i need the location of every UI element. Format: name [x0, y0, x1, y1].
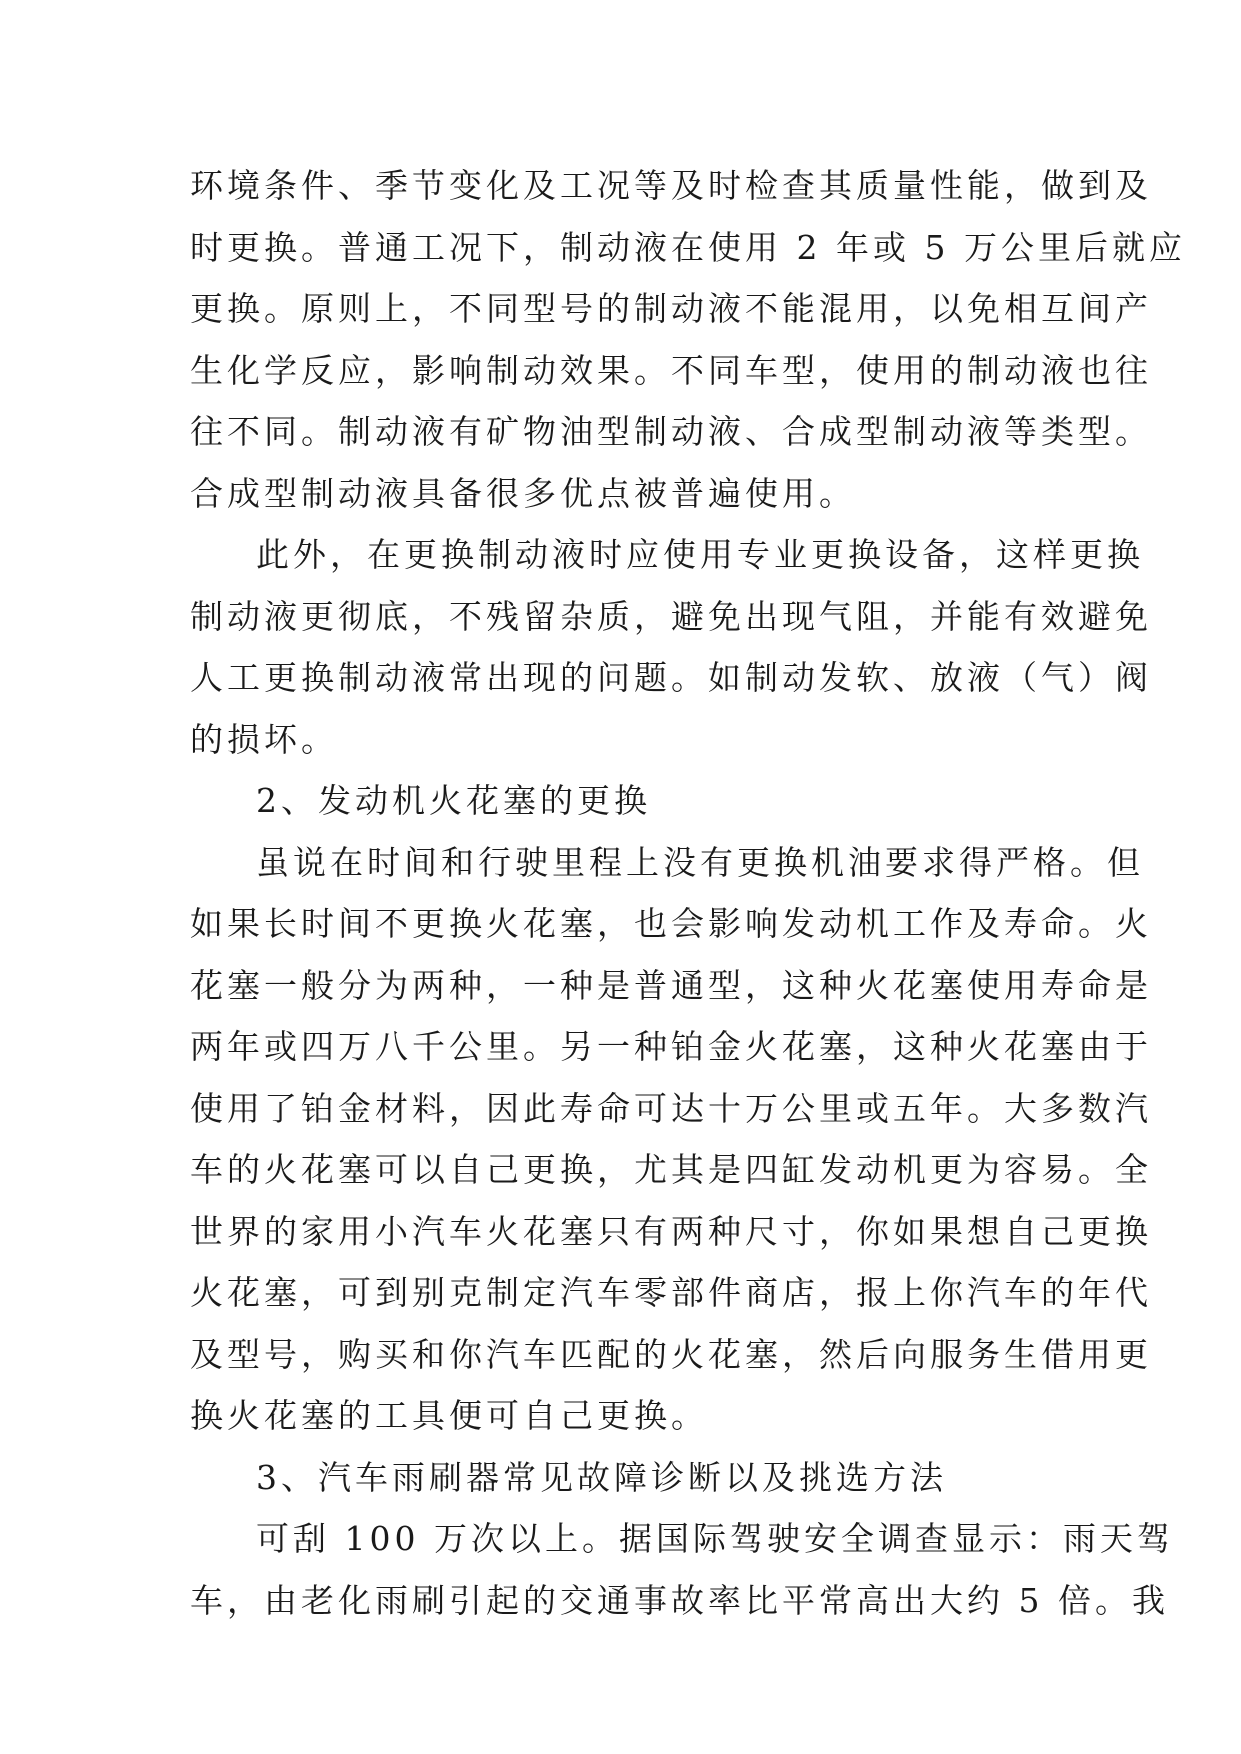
- text-line: 此外，在更换制动液时应使用专业更换设备，这样更换: [256, 535, 1144, 574]
- text-line: 火花塞，可到别克制定汽车零部件商店，报上你汽车的年代: [190, 1273, 1152, 1312]
- text-line: 使用了铂金材料，因此寿命可达十万公里或五年。大多数汽: [190, 1088, 1152, 1128]
- text-line: 及型号，购买和你汽车匹配的火花塞，然后向服务生借用更: [190, 1334, 1152, 1374]
- text-line: 的损坏。: [190, 719, 338, 759]
- section-heading: 3、汽车雨刷器常见故障诊断以及挑选方法: [256, 1457, 947, 1497]
- text-line: 合成型制动液具备很多优点被普遍使用。: [190, 473, 856, 513]
- text-line: 时更换。普通工况下，制动液在使用 2 年或 5 万公里后就应: [190, 227, 1186, 267]
- text-line: 两年或四万八千公里。另一种铂金火花塞，这种火花塞由于: [190, 1027, 1152, 1066]
- text-line: 生化学反应，影响制动效果。不同车型，使用的制动液也往: [190, 350, 1152, 390]
- text-line: 可刮 100 万次以上。据国际驾驶安全调查显示：雨天驾: [256, 1519, 1174, 1558]
- text-line: 往不同。制动液有矿物油型制动液、合成型制动液等类型。: [190, 412, 1152, 451]
- text-line: 更换。原则上，不同型号的制动液不能混用，以免相互间产: [190, 289, 1152, 328]
- text-line: 如果长时间不更换火花塞，也会影响发动机工作及寿命。火: [190, 904, 1152, 943]
- text-line: 制动液更彻底，不残留杂质，避免出现气阻，并能有效避免: [190, 596, 1152, 636]
- text-line: 车的火花塞可以自己更换，尤其是四缸发动机更为容易。全: [190, 1150, 1152, 1189]
- text-line: 人工更换制动液常出现的问题。如制动发软、放液（气）阀: [190, 658, 1152, 697]
- text-line: 虽说在时间和行驶里程上没有更换机油要求得严格。但: [256, 842, 1144, 882]
- text-line: 换火花塞的工具便可自己更换。: [190, 1396, 708, 1435]
- text-line: 花塞一般分为两种，一种是普通型，这种火花塞使用寿命是: [190, 965, 1152, 1005]
- document-body: [190, 155, 1186, 1631]
- section-heading: 2、发动机火花塞的更换: [256, 781, 651, 820]
- text-line: 环境条件、季节变化及工况等及时检查其质量性能，做到及: [190, 166, 1152, 205]
- text-line: 车，由老化雨刷引起的交通事故率比平常高出大约 5 倍。我: [190, 1580, 1169, 1620]
- text-line: 世界的家用小汽车火花塞只有两种尺寸，你如果想自己更换: [190, 1211, 1152, 1251]
